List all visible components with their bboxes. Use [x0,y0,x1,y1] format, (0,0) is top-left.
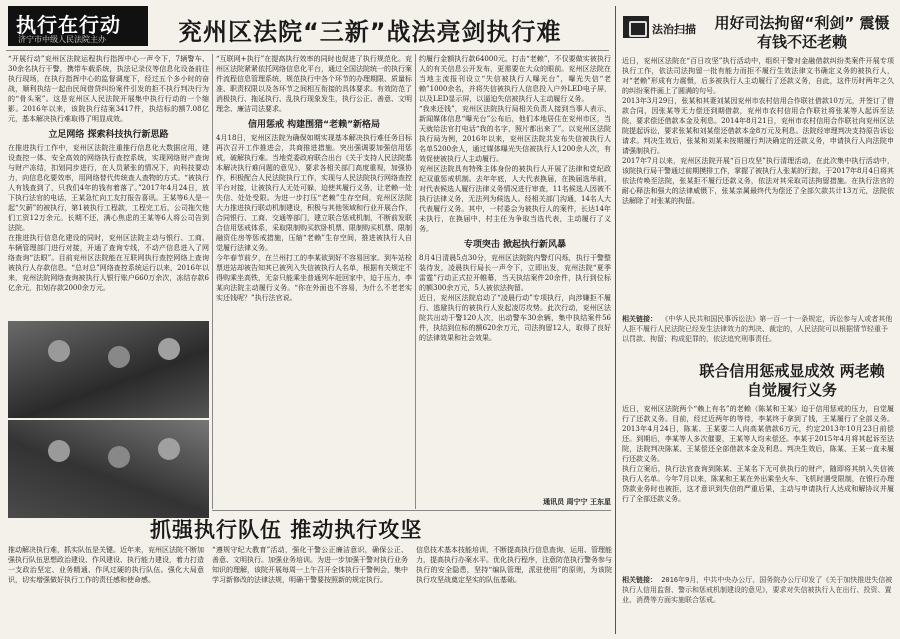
article-paragraph: “我来还钱”，兖州区法院执行局相关负责人接到当事人表示，新闻媒体信息“曝光台”公布后，他们本地居住在兖州市区，当天就给法官打电话“我的名字，照片都出来了”。以兖州区法院执行局为例，2016年以来，兖州区法院共发布失信被执行人名单5200余人，通过媒体曝光失信被执行人1200余人次，有效促使被执行人主动履行。 [419,105,611,163]
banner-title: 执行在行动 [16,13,121,37]
article-paragraph: 4月18日，兖州区法院为确保如期实现基本解决执行难任务目标再次召开工作推进会，共商推进措施。突出强调要加强信用惩戒，破解执行难。当地党委政府联合出台《关于支持人民法院基本解决执行难问题的意见》，要求各相关部门高度重视，加强协作，积极配合人民法院执行工作，实现与人民法院执行网络查控平台对接，让被执行人无处可躲，迫使其履行义务，让老赖一处失信、处处受限。为进一步打压“老赖”生存空间，兖州区法院大力推进执行联动机制建设，积极与其他领域和行业开展合作，合同银行、工商、交通等部门，建立联合惩戒机制，不断前发联合信用惩戒体系，采取限制购买软卧机票、限制购买机票、限制融资住房等惩戒措施，压缩“老赖”生存空间，推进被执行人自觉履行法律义务。 [216,134,412,252]
right-article-1 [622,56,894,312]
section-subheading: 专项突击 掀起执行新风暴 [463,240,567,250]
article-paragraph: 2017年7月以来，兖州区法院开展“百日攻坚”执行清理活动，在此次集中执行活动中，该院执行局干警通过前期摸排工作，掌握了被执行人张某的行踪，于2017年8月4日将其依法传唤至法院，张某拒不履行还款义务，依法对其采取司法拘留措施。在执行法官的耐心释法和强大的法律威慑下，张某亲属最终代为偿还了全部欠款共计13万元，法院依法解除了对张某的拘留。 [622,157,894,205]
bottom-column-3 [416,545,612,637]
article-paragraph: 近日，兖州区法院在“百日攻坚”执行活动中，组织干警对金融借款纠纷类案件开展专项执行工作，依法司法拘留一批有能力而拒不履行生效法律文书确定义务的被执行人，对“老赖”形成有力震慑，后多被执行人主动履行了还款义务，自此，这件历时两年之久的纠纷案件画上了圆满的句号。 [622,57,894,95]
news-photo-officers [8,321,209,418]
divider [212,510,611,511]
scale-icon [623,16,649,38]
right-headline: 用好司法拘留“利剑” 震慑有钱不还老赖 [714,14,890,51]
section-subheading: 立足网络 探索科技执行新思路 [48,130,169,140]
article-paragraph: 在推进执行信息化建设的同时，兖州区法院主动与银行、工商、车辆管理部门进行对接，开通了查询专线，不动产信息进入了网络查询“法眼”。目前兖州区法院能在互联网执行查控网络上查询被执行人存款信息。“总对总”网络查控系统运行以来，2016年以来，兖州法院网络查询被执行人银行账户660万余次，冻结存款6亿余元，扣划存款2000余万元。 [8,234,209,292]
article-paragraph: 2013年3月29日，张某和其妻刘某因兖州市农村信用合作联社借款10万元，并签订了借款合同，因张某等无力偿还到期借款，兖州市农村信用合作联社将张某等人起诉至法院，要求偿还借款本金及利息。2014年8月21日，兖州市农村信用合作联社向兖州区法院提起诉讼，要求张某和刘某偿还借款本金8万元及利息。法院经审理判决支持原告诉讼请求。判决生效后，张某和刘某未按期履行判决确定的还款义务，申请执行人向法院申请强制执行。 [622,97,894,155]
note-label: 相关链接： [622,315,657,323]
section-subheading: 信用惩戒 构建围猎“老赖”新格局 [248,120,380,130]
related-note-2 [622,575,894,635]
right-article-2 [622,404,894,572]
divider [415,54,416,509]
article-paragraph: 在推进执行工作中，兖州区法院注重推行信息化大数据应用，建设查控一体、安全高效的网络执行查控系统，实现网络财产查询与财产冻结，扣划同步进行，在人员紧张的情况下，向科技要动力，向信息化要效率，用网络替代传统查人查物的方式。“被执行人有钱查到了，只我们4年的钱有着落了。”2017年4月24日，放下执行法官的电话，王某急忙向工友打报告喜讯。王某等6人是一起“欠薪”的被执行，第1被执行工程款，工程完工后，公司拖欠他们工资12万余元。长期不还，满心焦虑的王某等6人将公司告到法院。 [8,144,209,232]
article-paragraph: 兖州区法院具有特殊主体身份的被执行人开展了法律和党纪政纪双重惩戒机制。去年年底，人大代表换届，在换届选举前，对代表候选人履行法律义务情况进行审查，11名候选人因被不执行法律义务，无法列为候选人。经相关部门沟通，14名人大代表履行义务。其中，一村委会为被执行人的案件，长达14年未执行，在换届中，村主任为争取当选代表，主动履行了义务。 [419,165,611,233]
article-paragraph: 8月4日清晨5点30分，兖州区法院院内警灯闪烁，执行干警整装待发，凌晨执行局长一声令下，立即出发，兖州法院“夏季雷霆”行动正式拉开帷幕，当天执结案件20余件，执行到位标的额300余万元，5人被依法拘留。 [419,254,611,292]
bottom-column-2 [212,545,408,637]
article-paragraph: “遵规守纪大教育”活动，强化干警公正廉洁意识，确保公正、善意、文明执行。加强业务培训。为进一步加强干警对执行业务知识的理解，该院开展每周一上午召开全体执行干警例会，集中学习新修改的法律法规，明确干警要按照新的规定执行。 [212,546,408,584]
divider [6,50,609,51]
note-text: 《中华人民共和国民事诉讼法》第一百一十一条规定，诉讼参与人或者其他人拒不履行人民法院已经发生法律效力的判决、裁定的，人民法院可以根据情节轻重予以罚款、拘留；构成犯罪的，依法追究刑事责任。 [622,315,893,343]
article-paragraph: 推动解决执行难，抓实队伍是关键。近年来，兖州区法院不断加强执行队伍思想政治建设、作风建设、执行能力建设，着力打造一支政治坚定、业务精通、作风过硬的执行队伍。强化大局意识，切实增强做好执行工作的责任感和使命感。 [8,546,204,584]
divider [615,6,616,634]
article-column-2 [216,54,412,509]
article-paragraph: 近日，兖州区法院启动了“凌晨行动”专项执行，向涉嫌拒不履行、逃避执行的被执行人发起凌厉攻势。此次行动，兖州区法院共出动干警120人次，出动警车30余辆，集中执结案件56件，执结到位标的额620余万元，司法拘留12人，取得了良好的法律效果和社会效果。 [419,294,611,342]
byline: 通讯员 周宁宁 王东星 [543,498,611,506]
section-tag: 法治扫描 [652,23,696,36]
note-label: 相关链接： [622,576,657,584]
main-headline: 兖州区法院“三新”战法亮剑执行难 [178,18,562,46]
article-column-3 [419,54,611,494]
bottom-headline: 抓强执行队伍 推动执行攻坚 [150,518,423,542]
article-paragraph: 执行立案后，执行法官查询到陈某、王某名下无可供执行的财产，随即将其纳入失信被执行人名单。今年7月以来，陈某和王某在外出乘坐火车、飞机时遇受限制，在银行办理贷款业务时也被拒，这才意识到失信的严重后果，主动与申请执行人达成和解协议并履行了全部还款义务。 [622,465,894,503]
article-paragraph: 今年春节前夕，在兰州打工的李某欲到好不容易回家。到车站检票进站却被告知其已被列入失信被执行人名单，根据有关规定不得购乘坐高铁，无奈只能乘坐普通列车赶回家中，迫于压力，李某向法院主动履行义务。“你在外面也不容易，为什么不老老实实还钱呢？”执行法官说。 [216,254,412,302]
banner-subtitle: 济宁市中级人民法院主办 [18,35,106,44]
article-paragraph: “互联网+执行”在提高执行效率的同时也促进了执行规范化。兖州区法院紧紧依托网络信息化平台，通过全国法院统一的执行案件流程信息管理系统，规范执行中各个环节的办理期限、质量标准、职责权限以及各环节之间相互衔接的具体要求。有效防范了消极执行、拖延执行、乱执行现象发生，执行公正、善意、文明理念、廉洁司法要求。 [216,55,412,113]
right-mid-headline: 联合信用惩戒显成效 两老赖自觉履行义务 [699,362,885,399]
article-paragraph: 信息技术基本技能培训，不断提高执行信息查询、运用、管理能力，提高执行办案水平。优化执行程序，注意防范执行警务参与执行的安全隐患，坚持“编队管理，派驻使用”的原则，为该院执行攻坚战奠定坚实的队伍基础。 [416,546,612,584]
note-text: 2016年9月，中共中央办公厅、国务院办公厅印发了《关于加快推进失信被执行人信用监督、警示和惩戒机制建设的意见》，要求对失信被执行人在出行、投资、置业、消费等方面实施联合惩戒。 [622,576,893,604]
bottom-column-1 [8,545,204,637]
divider [212,54,213,509]
article-paragraph: 近日，兖州区法院两个“赖上有名”的老赖（陈某和王某）迫于信用惩戒的压力，自觉履行了还款义务。目前，经过近两年的等待，李某终于拿到了钱，王某履行了全部义务。2013年4月24日，陈某、王某要二人向高某借款6万元，约定2013年10月23日前偿还。到期后，李某等人多次催要，王某等人均未偿还。李某于2015年4月将其起诉至法院，法院判决陈某、王某偿还全部借款本金及利息。判决生效后，陈某、王某一直未履行还款义务。 [622,405,894,463]
section-banner [8,6,148,46]
related-note-1 [622,314,894,358]
article-paragraph: “开展行动”兖州区法院运程执行指挥中心一声令下，7辆警车、30余名执行干警，携带车载系统，执法记录仪等信息化设备前往执行现场，在执行指挥中心的监督调度下，经过五个多小时的奋战，顺利执结一起由民间借贷纠纷案件引发的拒不执行判决行为的“骨头案”。这是兖州区人民法院开展集中执行行动的一个缩影。2016年以来，该院执行结案3417件，执结标的额7.08亿元，基本解决执行难取得了明显成效。 [8,55,209,123]
article-paragraph: 约履行金额执行款64000元。打击“老赖”，不仅要做实被执行人的有关信息公开发布，更需要在大众的眼前。兖州区法院在当地主流报刊设立“失信被执行人曝光台”，曝光失信“老赖”1000余名，并将失信被执行人信息投入户外LED电子屏，以及LED显示屏，以逼迫失信被执行人主动履行义务。 [419,55,611,103]
article-column-1 [8,54,209,320]
news-photo-meeting [8,418,209,518]
